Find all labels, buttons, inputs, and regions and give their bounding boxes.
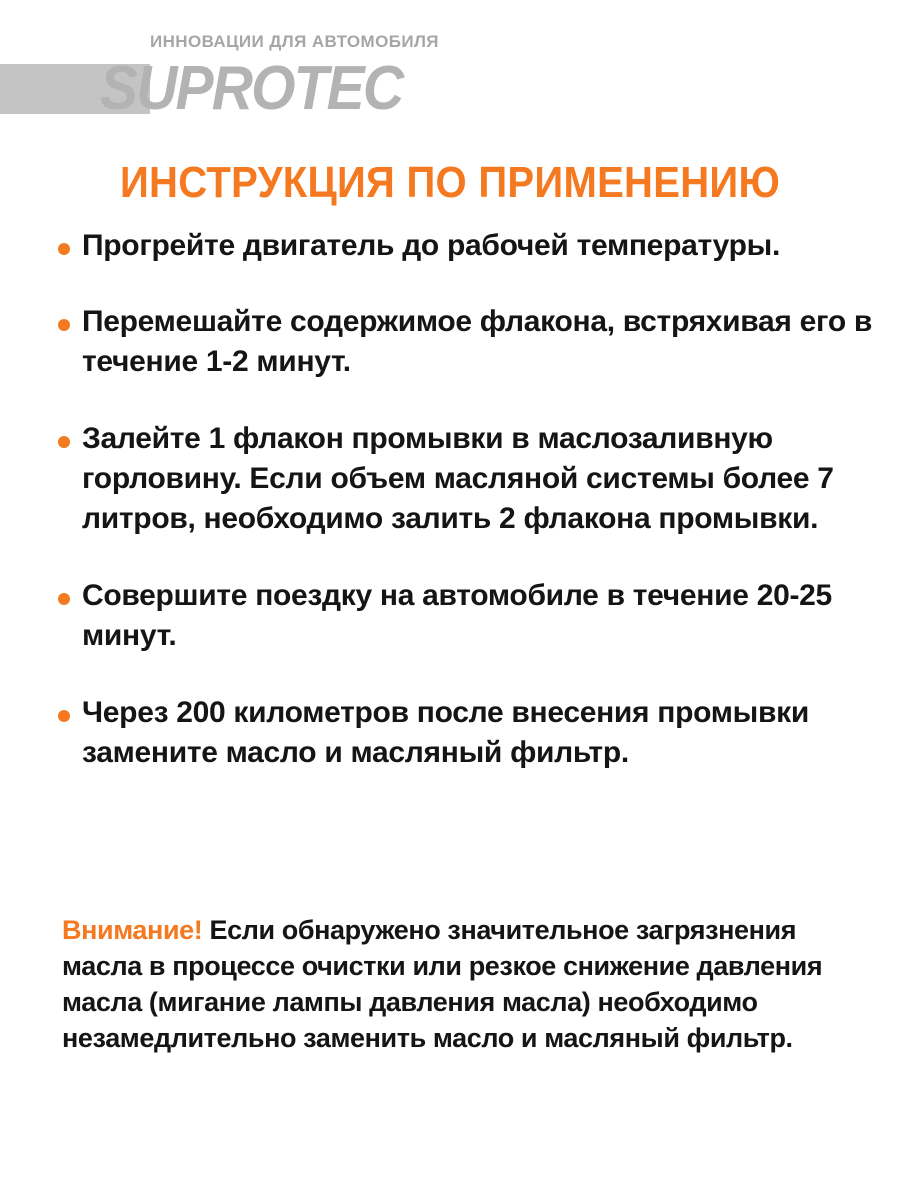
- instruction-text: Залейте 1 флакон промывки в маслозаливную горловину. Если объем масляной системы более 7 литров, необходимо залить 2 флакона промывки.: [82, 422, 834, 535]
- page-title: ИНСТРУКЦИЯ ПО ПРИМЕНЕНИЮ: [119, 158, 781, 207]
- instruction-step-1: [58, 226, 878, 266]
- instruction-step-4: [58, 576, 878, 656]
- bullet-icon: [58, 710, 70, 722]
- instruction-text: Перемешайте содержимое флакона, встряхивая его в течение 1-2 минут.: [82, 305, 873, 378]
- warning-label: Внимание!: [62, 915, 203, 945]
- warning-note: [62, 912, 882, 1056]
- instruction-text: Совершите поездку на автомобиле в течение 20-25 минут.: [82, 579, 832, 652]
- brand-tagline: ИННОВАЦИИ ДЛЯ АВТОМОБИЛЯ: [150, 32, 439, 51]
- instruction-text: Прогрейте двигатель до рабочей температуры.: [82, 229, 780, 262]
- bullet-icon: [58, 436, 70, 448]
- instruction-list: [58, 226, 878, 810]
- brand-logo: SUPROTEC: [100, 54, 403, 123]
- brand-logo-block: [0, 30, 460, 130]
- instruction-step-2: [58, 302, 878, 382]
- bullet-icon: [58, 243, 70, 255]
- bullet-icon: [58, 593, 70, 605]
- instruction-step-5: [58, 693, 878, 773]
- instruction-step-3: [58, 419, 878, 539]
- warning-text: Если обнаружено значительное загрязнения масла в процессе очистки или резкое снижение давления масла (мигание лампы давления масла) необходимо незамедлительно заменить масло и масляный фильтр.: [62, 915, 823, 1053]
- instruction-text: Через 200 километров после внесения промывки замените масло и масляный фильтр.: [82, 696, 809, 769]
- bullet-icon: [58, 319, 70, 331]
